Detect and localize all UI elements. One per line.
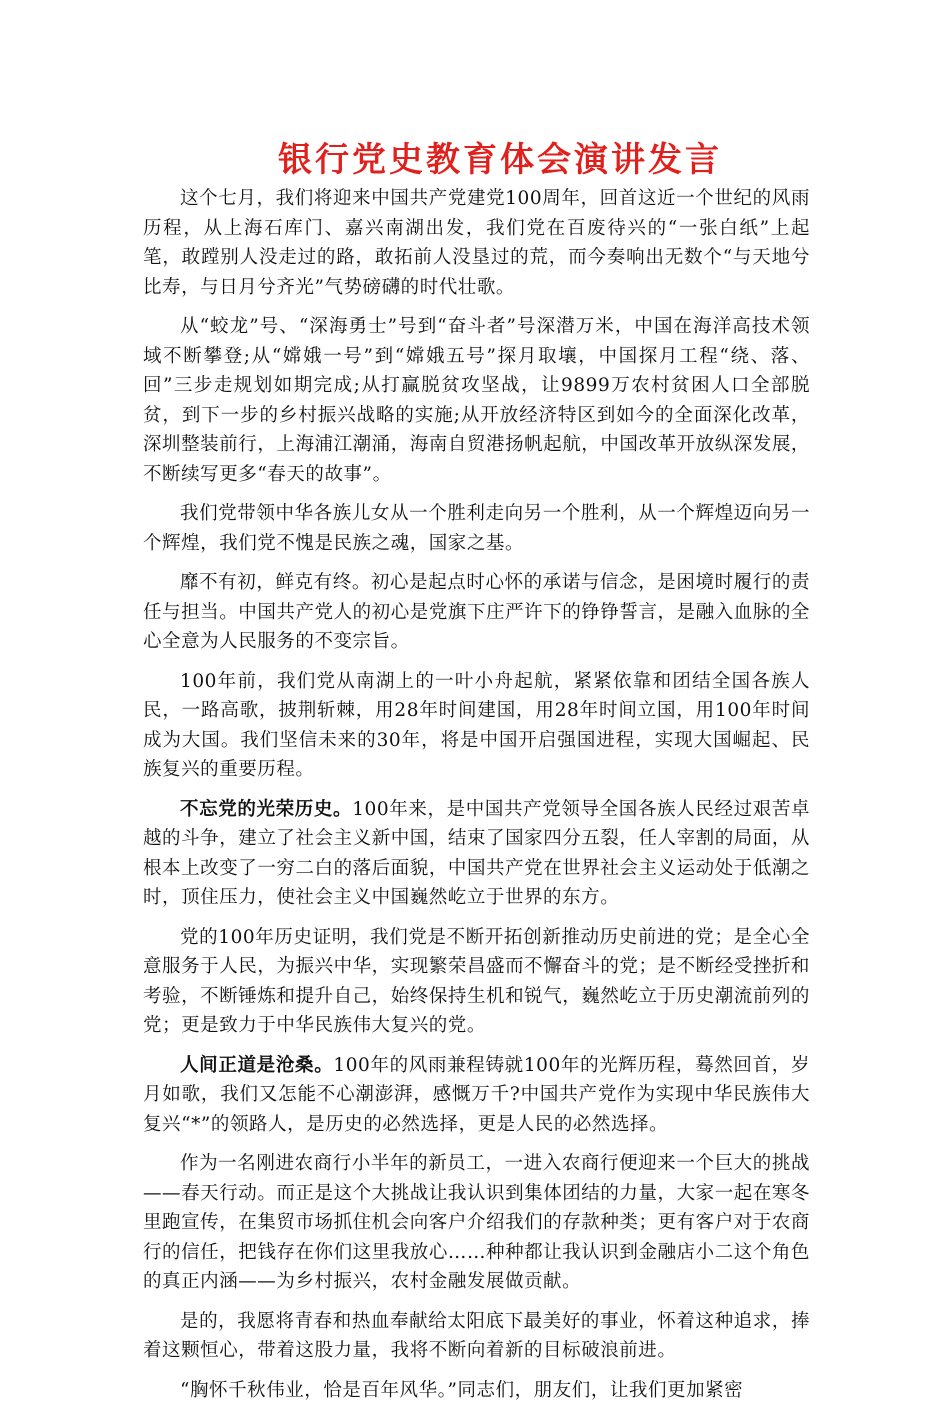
paragraph-8: 人间正道是沧桑。100年的风雨兼程铸就100年的光辉历程，蓦然回首，岁月如歌，我们又怎能不心潮澎湃，感慨万千?中国共产党作为实现中华民族伟大复兴“*”的领路人，是历史的必然选择，更是人民的必然选择。	[143, 1054, 810, 1135]
paragraph-11: “胸怀千秋伟业，恰是百年风华。”同志们，朋友们，让我们更加紧密	[180, 1379, 744, 1401]
paragraph-1: 这个七月，我们将迎来中国共产党建党100周年，回首这近一个世纪的风雨历程，从上海石库门、嘉兴南湖出发，我们党在百废待兴的“一张白纸”上起笔，敢蹚别人没走过的路，敢拓前人没垦过的荒，而今奏响出无数个“与天地兮比寿，与日月兮齐光”气势磅礴的时代壮歌。	[143, 188, 810, 298]
paragraph-3: 我们党带领中华各族儿女从一个胜利走向另一个胜利，从一个辉煌迈向另一个辉煌，我们党不愧是民族之魂，国家之基。	[143, 503, 810, 554]
paragraph-10: 是的，我愿将青春和热血奉献给太阳底下最美好的事业，怀着这种追求，捧着这颗恒心，带着这股力量，我将不断向着新的目标破浪前进。	[143, 1310, 810, 1361]
paragraph-2: 从“蛟龙”号、“深海勇士”号到“奋斗者”号深潜万米，中国在海洋高技术领域不断攀登;从“嫦娥一号”到“嫦娥五号”探月取壤，中国探月工程“绕、落、回”三步走规划如期完成;从打赢脱贫攻坚战，让9899万农村贫困人口全部脱贫，到下一步的乡村振兴战略的实施;从开放经济特区到如今的全面深化改革，深圳整装前行，上海浦江潮涌，海南自贸港扬帆起航，中国改革开放纵深发展，不断续写更多“春天的故事”。	[143, 316, 810, 485]
document-title: 银行党史教育体会演讲发言	[278, 140, 722, 180]
document-body	[143, 184, 810, 1415]
paragraph-lead-heading: 人间正道是沧桑。	[180, 1054, 334, 1076]
paragraph-9: 作为一名刚进农商行小半年的新员工，一进入农商行便迎来一个巨大的挑战——春天行动。而正是这个大挑战让我认识到集体团结的力量，大家一起在寒冬里跑宣传，在集贸市场抓住机会向客户介绍我们的存款种类；更有客户对于农商行的信任，把钱存在你们这里我放心……种种都让我认识到金融店小二这个角色的真正内涵——为乡村振兴，农村金融发展做贡献。	[143, 1153, 810, 1292]
paragraph-5: 100年前，我们党从南湖上的一叶小舟起航，紧紧依靠和团结全国各族人民，一路高歌，披荆斩棘，用28年时间建国，用28年时间立国，用100年时间成为大国。我们坚信未来的30年，将是中国开启强国进程，实现大国崛起、民族复兴的重要历程。	[143, 670, 810, 780]
paragraph-lead-heading: 不忘党的光荣历史。	[180, 798, 353, 820]
paragraph-7: 党的100年历史证明，我们党是不断开拓创新推动历史前进的党；是全心全意服务于人民，为振兴中华，实现繁荣昌盛而不懈奋斗的党；是不断经受挫折和考验，不断锤炼和提升自己，始终保持生机和锐气，巍然屹立于历史潮流前列的党；更是致力于中华民族伟大复兴的党。	[143, 926, 810, 1036]
paragraph-4: 靡不有初，鲜克有终。初心是起点时心怀的承诺与信念，是困境时履行的责任与担当。中国共产党人的初心是党旗下庄严许下的铮铮誓言，是融入血脉的全心全意为人民服务的不变宗旨。	[143, 572, 810, 652]
paragraph-6: 不忘党的光荣历史。100年来，是中国共产党领导全国各族人民经过艰苦卓越的斗争，建立了社会主义新中国，结束了国家四分五裂，任人宰割的局面，从根本上改变了一穷二白的落后面貌，中国共产党在世界社会主义运动处于低潮之时，顶住压力，使社会主义中国巍然屹立于世界的东方。	[143, 798, 811, 908]
